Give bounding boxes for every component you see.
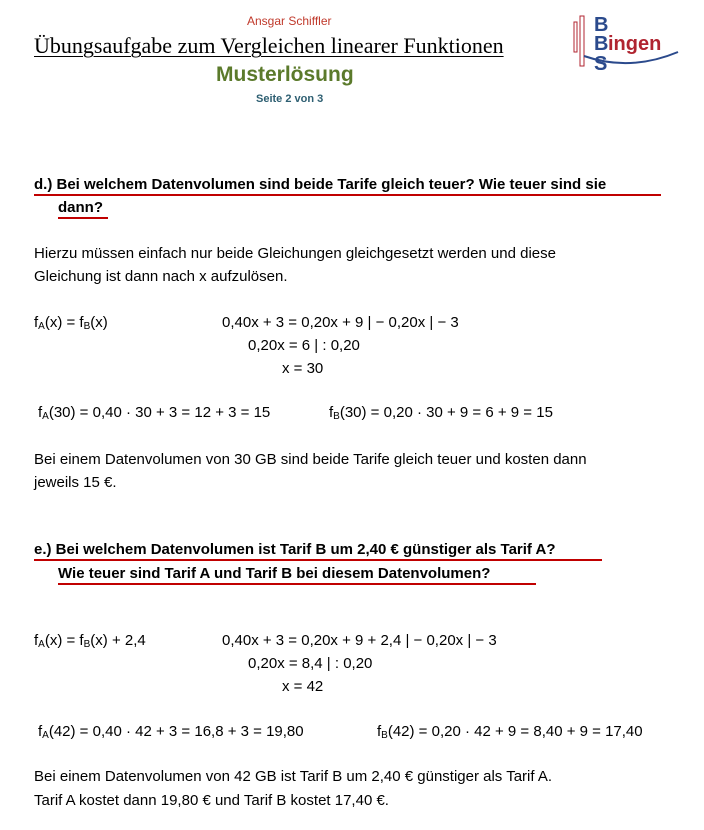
- calc-e-fa: [38, 723, 304, 740]
- calc-e-fb-f: f: [377, 723, 382, 740]
- eq-e-f: f: [34, 632, 39, 649]
- page-info: Seite 2 von 3: [256, 93, 324, 105]
- logo-word: ingen: [608, 33, 662, 55]
- calc-d-fb-sub: B: [333, 411, 340, 422]
- calc-e-fa-f: f: [38, 723, 43, 740]
- author-name: Ansgar Schiffler: [247, 14, 332, 28]
- question-d-underline-1: [34, 194, 661, 196]
- calc-e-fa-sub: A: [42, 730, 49, 741]
- question-e-underline-1: [34, 559, 602, 561]
- solve-e-step1: 0,40x + 3 = 0,20x + 9 + 2,4 | − 0,20x | − 3: [222, 632, 497, 649]
- question-e-underline-2: [58, 583, 536, 585]
- calc-d-fa-sub: A: [42, 411, 49, 422]
- solve-e-step3: x = 42: [282, 678, 324, 695]
- logo-bar-2: [580, 16, 584, 66]
- question-d-line1: d.) Bei welchem Datenvolumen sind beide Tarife gleich teuer? Wie teuer sind sie: [34, 176, 607, 193]
- logo-letter-b2: B: [594, 33, 609, 55]
- eq-d-mid: (x) = f: [44, 314, 84, 331]
- calc-d-fb-f: f: [329, 404, 334, 421]
- eq-e-sub-a: A: [38, 639, 45, 650]
- calc-d-fa: [38, 404, 270, 421]
- calc-e-fa-rest: (42) = 0,40 · 42 + 3 = 16,8 + 3 = 19,80: [48, 723, 304, 740]
- eq-d-end: (x): [90, 314, 108, 331]
- answer-d-line2: jeweils 15 €.: [34, 474, 117, 491]
- answer-e-line1: Bei einem Datenvolumen von 42 GB ist Tarif B um 2,40 € günstiger als Tarif A.: [34, 768, 553, 785]
- calc-d-fa-rest: (30) = 0,40 · 30 + 3 = 12 + 3 = 15: [48, 404, 271, 421]
- eq-d-sub-a: A: [38, 321, 45, 332]
- solve-d-step1: 0,40x + 3 = 0,20x + 9 | − 0,20x | − 3: [222, 314, 459, 331]
- solve-d-step2: 0,20x = 6 | : 0,20: [248, 337, 360, 354]
- solve-d-step3: x = 30: [282, 360, 324, 377]
- eq-d-f: f: [34, 314, 39, 331]
- equation-d: [34, 314, 108, 331]
- question-d-underline-2: [58, 217, 108, 219]
- eq-e-end: (x) + 2,4: [90, 632, 146, 649]
- calc-d-fb: [329, 404, 553, 421]
- logo-bar-1: [574, 22, 577, 52]
- eq-d-sub-b: B: [83, 321, 91, 332]
- question-d-line2: dann?: [58, 199, 103, 216]
- calc-d-fa-f: f: [38, 404, 43, 421]
- logo-letter-b1: B: [594, 14, 609, 36]
- intro-d-line2: Gleichung ist dann nach x aufzulösen.: [34, 268, 288, 285]
- logo-letter-s: S: [594, 53, 608, 74]
- eq-e-mid: (x) = f: [44, 632, 84, 649]
- eq-e-sub-b: B: [83, 639, 91, 650]
- school-logo: [570, 12, 682, 74]
- calc-e-fb: [377, 723, 643, 740]
- calc-e-fb-rest: (42) = 0,20 · 42 + 9 = 8,40 + 9 = 17,40: [387, 723, 643, 740]
- calc-e-fb-sub: B: [381, 730, 388, 741]
- document-title: Übungsaufgabe zum Vergleichen linearer Funktionen: [34, 33, 504, 58]
- calc-d-fb-rest: (30) = 0,20 · 30 + 9 = 6 + 9 = 15: [339, 404, 553, 421]
- document-subtitle: Musterlösung: [216, 63, 354, 86]
- question-e-line1: e.) Bei welchem Datenvolumen ist Tarif B um 2,40 € günstiger als Tarif A?: [34, 541, 556, 558]
- answer-d-line1: Bei einem Datenvolumen von 30 GB sind beide Tarife gleich teuer und kosten dann: [34, 451, 587, 468]
- intro-d-line1: Hierzu müssen einfach nur beide Gleichungen gleichgesetzt werden und diese: [34, 245, 556, 262]
- question-e-line2: Wie teuer sind Tarif A und Tarif B bei diesem Datenvolumen?: [58, 565, 491, 582]
- solve-e-step2: 0,20x = 8,4 | : 0,20: [248, 655, 373, 672]
- answer-e-line2: Tarif A kostet dann 19,80 € und Tarif B kostet 17,40 €.: [34, 792, 389, 809]
- equation-e: [34, 632, 146, 649]
